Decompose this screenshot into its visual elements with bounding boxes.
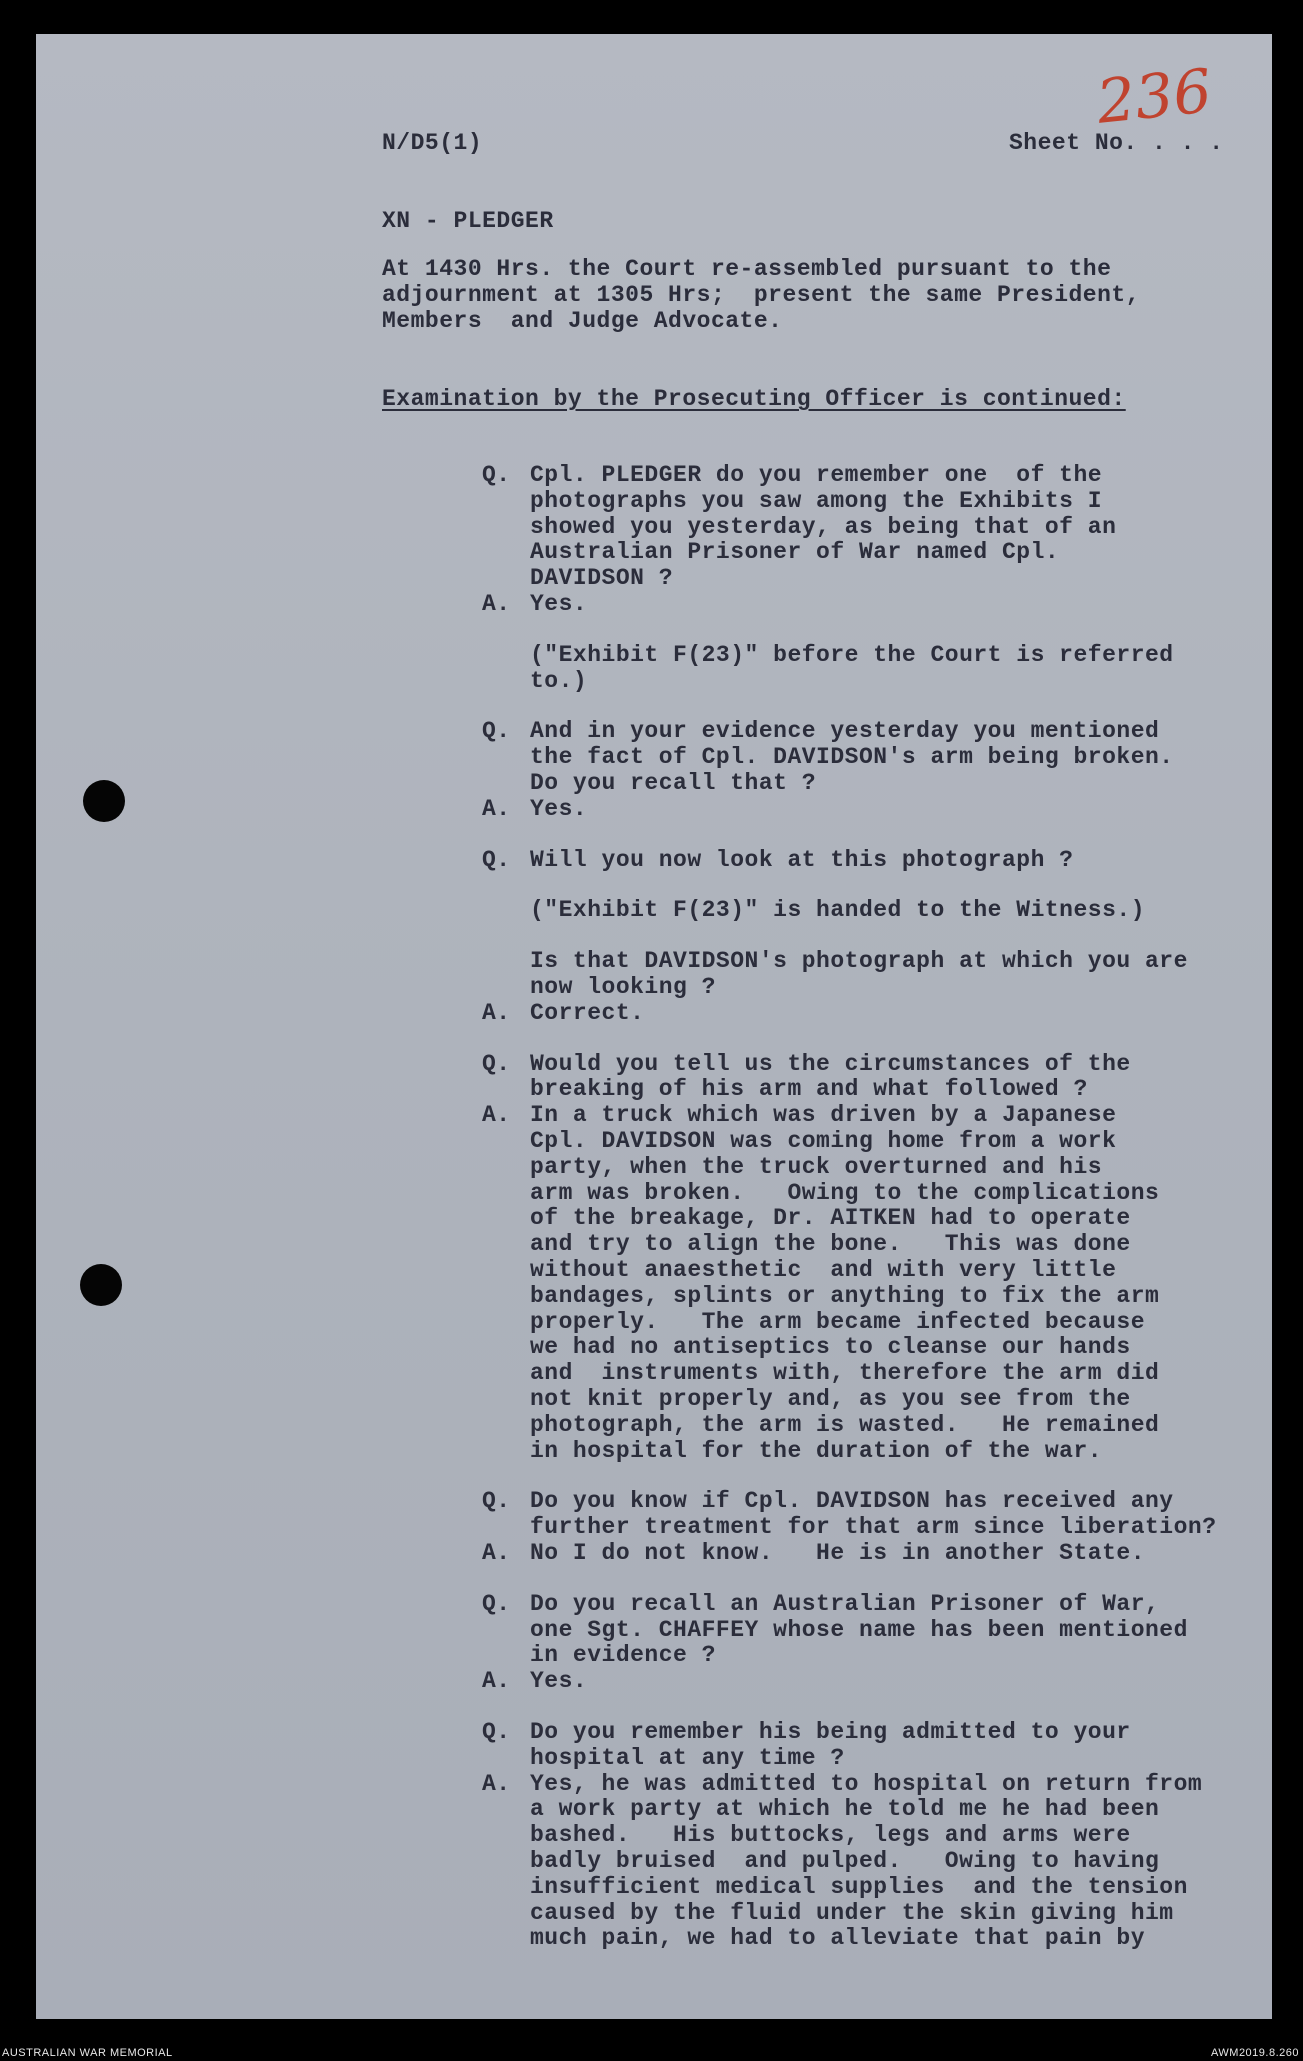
court-note-line: ("Exhibit F(23)" before the Court is referred <box>530 641 1174 668</box>
question-marker: Q. <box>482 1488 511 1515</box>
footer-archive-ref: AWM2019.8.260 <box>1210 2047 1299 2059</box>
answer-line: a work party at which he told me he had been <box>530 1796 1160 1823</box>
file-reference: N/D5(1) <box>382 130 483 156</box>
answer-line: much pain, we had to alleviate that pain by <box>530 1925 1145 1952</box>
footer-archive-name: AUSTRALIAN WAR MEMORIAL <box>2 2047 173 2059</box>
answer-marker: A. <box>482 999 511 1026</box>
answer-line: Yes. <box>530 591 588 617</box>
question-line: Will you now look at this photograph ? <box>530 846 1074 873</box>
question-line: hospital at any time ? <box>530 1744 845 1771</box>
question-marker: Q. <box>482 462 511 488</box>
section-title: XN - PLEDGER <box>382 208 554 234</box>
answer-line: caused by the fluid under the skin giving him <box>530 1899 1174 1926</box>
question-line: photographs you saw among the Exhibits I <box>530 487 1103 514</box>
answer-marker: A. <box>482 591 511 617</box>
intro-line: adjournment at 1305 Hrs; present the same President, <box>382 282 1141 308</box>
answer-line: party, when the truck overturned and his <box>530 1153 1103 1180</box>
question-marker: Q. <box>482 1719 511 1745</box>
question-line: Do you recall an Australian Prisoner of War, <box>530 1590 1160 1617</box>
question-line: showed you yesterday, as being that of an <box>530 513 1117 540</box>
answer-marker: A. <box>482 1668 511 1695</box>
question-line: the fact of Cpl. DAVIDSON's arm being broken. <box>530 744 1174 771</box>
answer-line: and instruments with, therefore the arm did <box>530 1360 1160 1387</box>
answer-line: we had no antiseptics to cleanse our hands <box>530 1334 1131 1361</box>
question-marker: Q. <box>482 1590 511 1617</box>
sheet-number: Sheet No. . . . <box>1009 130 1224 156</box>
answer-line: in hospital for the duration of the war. <box>530 1437 1103 1464</box>
question-line: one Sgt. CHAFFEY whose name has been mentioned <box>530 1616 1188 1643</box>
question-line: breaking of his arm and what followed ? <box>530 1076 1088 1103</box>
answer-marker: A. <box>482 1102 511 1129</box>
answer-line: Yes. <box>530 1668 588 1695</box>
document-sheet <box>36 34 1272 2019</box>
intro-line: At 1430 Hrs. the Court re-assembled pursuant to the <box>382 256 1112 282</box>
question-line: further treatment for that arm since liberation? <box>530 1514 1217 1541</box>
question-marker: Q. <box>482 846 511 873</box>
answer-line: In a truck which was driven by a Japanese <box>530 1102 1117 1129</box>
answer-line: Correct. <box>530 999 645 1026</box>
court-note-line: ("Exhibit F(23)" is handed to the Witness.) <box>530 897 1145 924</box>
question-line: Do you remember his being admitted to your <box>530 1719 1131 1745</box>
examination-heading: Examination by the Prosecuting Officer is continued: <box>382 386 1126 412</box>
question-line: Cpl. PLEDGER do you remember one of the <box>530 462 1103 488</box>
question-line: Do you recall that ? <box>530 770 817 796</box>
answer-line: Yes. <box>530 795 588 822</box>
court-note-line: now looking ? <box>530 974 716 1000</box>
answer-line: insufficient medical supplies and the tension <box>530 1873 1188 1900</box>
question-line: Australian Prisoner of War named Cpl. <box>530 539 1060 566</box>
answer-line: not knit properly and, as you see from the <box>530 1386 1131 1412</box>
answer-line: properly. The arm became infected because <box>530 1308 1145 1335</box>
answer-line: No I do not know. He is in another State. <box>530 1540 1145 1566</box>
court-note-line: Is that DAVIDSON's photograph at which you are <box>530 948 1188 975</box>
answer-line: bashed. His buttocks, legs and arms were <box>530 1822 1131 1849</box>
answer-line: of the breakage, Dr. AITKEN had to operate <box>530 1205 1131 1232</box>
punch-hole-bottom <box>80 1264 122 1306</box>
answer-line: Cpl. DAVIDSON was coming home from a work <box>530 1128 1117 1154</box>
answer-line: Yes, he was admitted to hospital on return from <box>530 1770 1203 1797</box>
answer-marker: A. <box>482 795 511 822</box>
question-line: in evidence ? <box>530 1642 716 1669</box>
answer-line: badly bruised and pulped. Owing to having <box>530 1848 1160 1874</box>
question-marker: Q. <box>482 1050 511 1077</box>
answer-line: arm was broken. Owing to the complications <box>530 1179 1160 1206</box>
answer-line: photograph, the arm is wasted. He remained <box>530 1411 1160 1438</box>
answer-marker: A. <box>482 1770 511 1797</box>
question-line: And in your evidence yesterday you mentioned <box>530 718 1160 745</box>
intro-line: Members and Judge Advocate. <box>382 308 783 334</box>
page-number: 236 <box>1094 56 1216 138</box>
answer-line: bandages, splints or anything to fix the arm <box>530 1282 1160 1309</box>
question-line: Do you know if Cpl. DAVIDSON has received any <box>530 1488 1174 1515</box>
question-line: Would you tell us the circumstances of the <box>530 1050 1131 1077</box>
punch-hole-top <box>83 780 125 822</box>
answer-marker: A. <box>482 1540 511 1566</box>
answer-line: and try to align the bone. This was done <box>530 1231 1131 1258</box>
question-marker: Q. <box>482 718 511 745</box>
question-line: DAVIDSON ? <box>530 565 674 592</box>
court-note-line: to.) <box>530 667 588 694</box>
answer-line: without anaesthetic and with very little <box>530 1257 1117 1283</box>
